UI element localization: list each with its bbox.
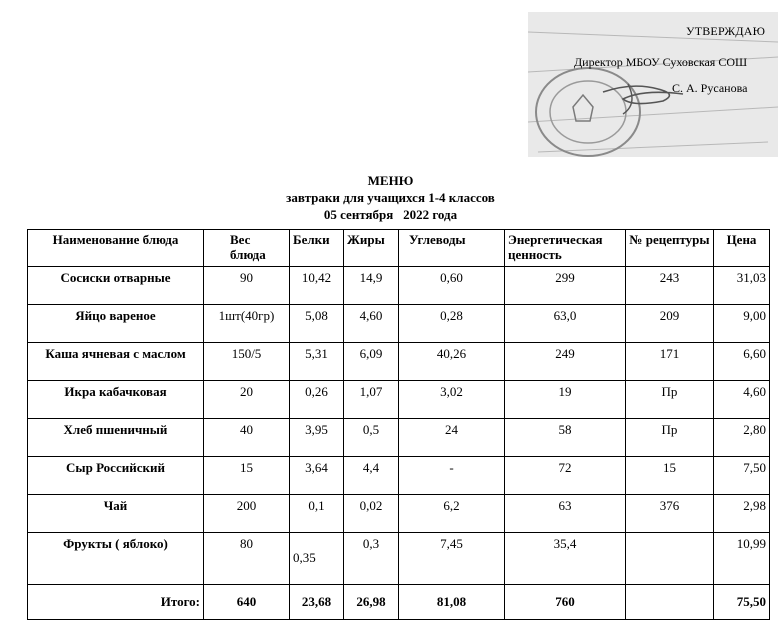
cell-protein: 3,64 — [290, 457, 344, 495]
cell-fat: 0,5 — [344, 419, 399, 457]
cell-recipe: 376 — [626, 495, 714, 533]
menu-table — [27, 229, 770, 620]
cell-protein: 0,1 — [290, 495, 344, 533]
cell-recipe: Пр — [626, 419, 714, 457]
header-name: Наименование блюда — [28, 230, 204, 267]
cell-name: Икра кабачковая — [28, 381, 204, 419]
cell-carbs: 0,60 — [399, 267, 505, 305]
cell-protein: 3,95 — [290, 419, 344, 457]
cell-protein: 10,42 — [290, 267, 344, 305]
table-row — [28, 457, 770, 495]
total-energy: 760 — [505, 585, 626, 620]
cell-fat: 0,3 — [344, 533, 399, 585]
cell-fat: 4,60 — [344, 305, 399, 343]
table-row — [28, 381, 770, 419]
cell-fat: 0,02 — [344, 495, 399, 533]
table-row — [28, 343, 770, 381]
table-header-row — [28, 230, 770, 267]
total-label: Итого: — [28, 585, 204, 620]
header-protein: Белки — [290, 230, 344, 267]
cell-energy: 72 — [505, 457, 626, 495]
cell-protein-value: 0,35 — [293, 550, 316, 565]
cell-protein — [290, 533, 344, 585]
total-fat: 26,98 — [344, 585, 399, 620]
total-price: 75,50 — [714, 585, 770, 620]
cell-energy: 249 — [505, 343, 626, 381]
header-energy: Энергетическая ценность — [505, 230, 626, 267]
cell-price: 31,03 — [714, 267, 770, 305]
header-price: Цена — [714, 230, 770, 267]
cell-price: 7,50 — [714, 457, 770, 495]
cell-price: 4,60 — [714, 381, 770, 419]
cell-weight: 15 — [204, 457, 290, 495]
approval-title: УТВЕРЖДАЮ — [686, 24, 766, 38]
cell-weight: 80 — [204, 533, 290, 585]
cell-fat: 6,09 — [344, 343, 399, 381]
cell-protein: 5,31 — [290, 343, 344, 381]
cell-energy: 19 — [505, 381, 626, 419]
menu-subtitle: завтраки для учащихся 1-4 классов — [286, 190, 495, 205]
cell-recipe: 209 — [626, 305, 714, 343]
cell-protein: 5,08 — [290, 305, 344, 343]
cell-name: Хлеб пшеничный — [28, 419, 204, 457]
cell-name: Фрукты ( яблоко) — [28, 533, 204, 585]
cell-carbs: 40,26 — [399, 343, 505, 381]
cell-carbs: - — [399, 457, 505, 495]
cell-protein: 0,26 — [290, 381, 344, 419]
cell-fat: 1,07 — [344, 381, 399, 419]
approval-position: Директор МБОУ Суховская СОШ — [574, 55, 748, 69]
cell-recipe: 15 — [626, 457, 714, 495]
cell-price: 10,99 — [714, 533, 770, 585]
cell-weight: 40 — [204, 419, 290, 457]
cell-weight: 90 — [204, 267, 290, 305]
total-carbs: 81,08 — [399, 585, 505, 620]
total-protein: 23,68 — [290, 585, 344, 620]
cell-carbs: 0,28 — [399, 305, 505, 343]
total-weight: 640 — [204, 585, 290, 620]
table-row — [28, 267, 770, 305]
cell-weight: 200 — [204, 495, 290, 533]
cell-recipe: 243 — [626, 267, 714, 305]
cell-name: Чай — [28, 495, 204, 533]
cell-fat: 4,4 — [344, 457, 399, 495]
cell-fat: 14,9 — [344, 267, 399, 305]
cell-price: 9,00 — [714, 305, 770, 343]
cell-weight: 1шт(40гр) — [204, 305, 290, 343]
header-weight: Вес блюда — [204, 230, 290, 267]
cell-name: Сосиски отварные — [28, 267, 204, 305]
cell-energy: 299 — [505, 267, 626, 305]
table-row — [28, 533, 770, 585]
cell-weight: 150/5 — [204, 343, 290, 381]
cell-carbs: 6,2 — [399, 495, 505, 533]
cell-name: Каша ячневая с маслом — [28, 343, 204, 381]
cell-recipe — [626, 533, 714, 585]
cell-name: Сыр Российский — [28, 457, 204, 495]
cell-energy: 58 — [505, 419, 626, 457]
cell-carbs: 3,02 — [399, 381, 505, 419]
cell-energy: 63 — [505, 495, 626, 533]
cell-price: 6,60 — [714, 343, 770, 381]
table-row — [28, 419, 770, 457]
table-row — [28, 495, 770, 533]
approval-name: С. А. Русанова — [672, 81, 748, 95]
header-recipe: № рецептуры — [626, 230, 714, 267]
table-row — [28, 305, 770, 343]
total-recipe — [626, 585, 714, 620]
cell-price: 2,98 — [714, 495, 770, 533]
cell-carbs: 24 — [399, 419, 505, 457]
menu-title: МЕНЮ — [367, 173, 414, 188]
header-carbs: Углеводы — [399, 230, 505, 267]
cell-weight: 20 — [204, 381, 290, 419]
cell-energy: 35,4 — [505, 533, 626, 585]
cell-price: 2,80 — [714, 419, 770, 457]
cell-name: Яйцо вареное — [28, 305, 204, 343]
cell-carbs: 7,45 — [399, 533, 505, 585]
cell-energy: 63,0 — [505, 305, 626, 343]
header-fat: Жиры — [344, 230, 399, 267]
cell-recipe: 171 — [626, 343, 714, 381]
cell-recipe: Пр — [626, 381, 714, 419]
menu-date: 05 сентября 2022 года — [323, 207, 458, 222]
table-total-row — [28, 585, 770, 620]
